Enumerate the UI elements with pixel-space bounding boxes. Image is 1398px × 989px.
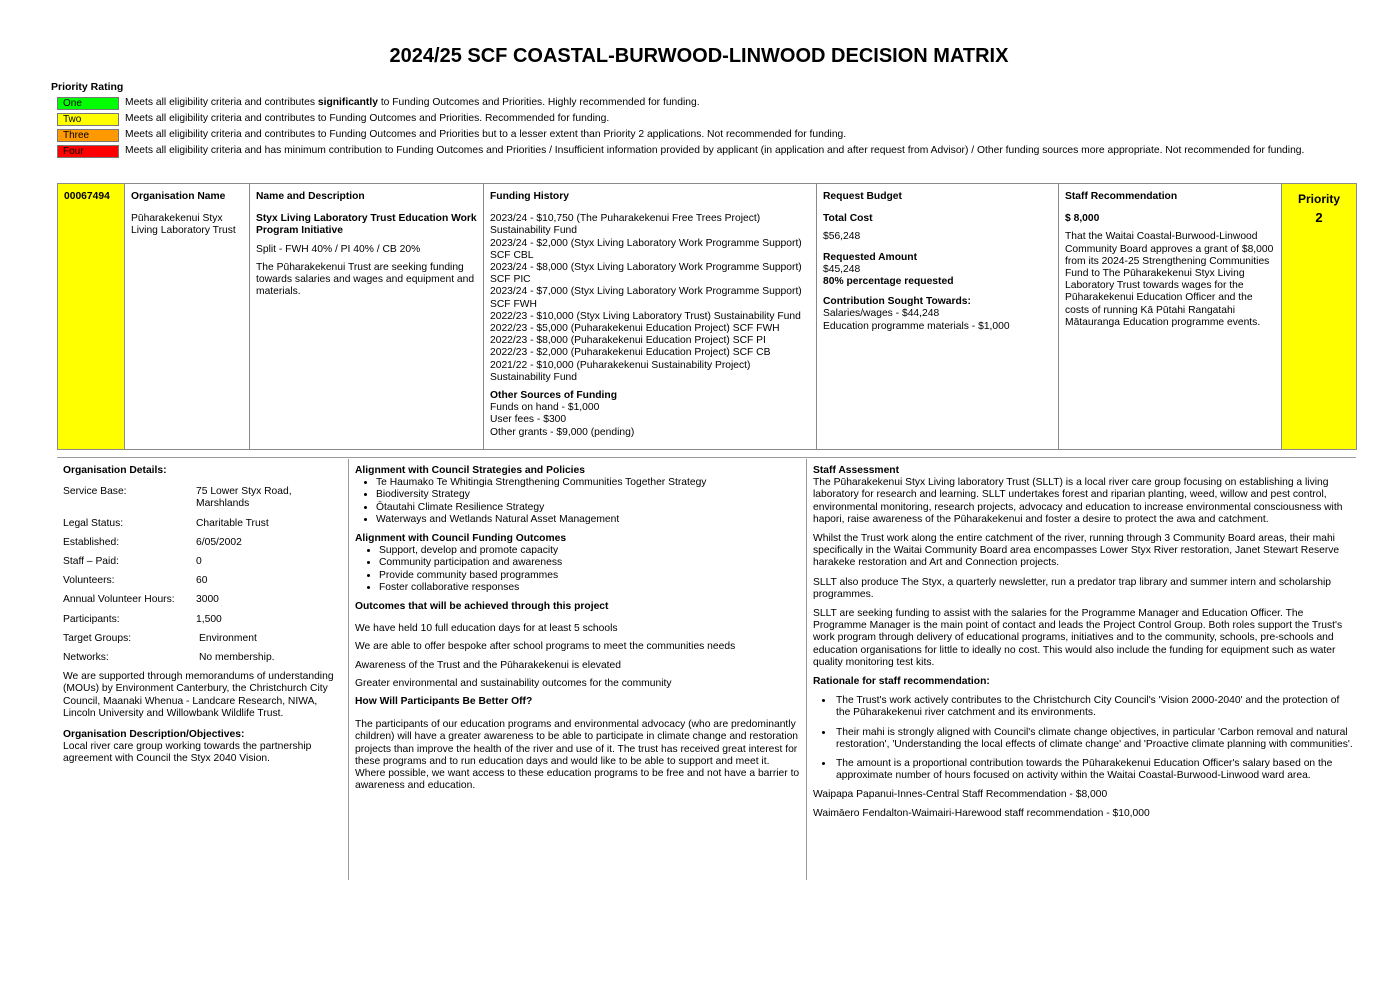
alignment-section <box>355 465 801 792</box>
objectives-text: Local river care group working towards the partnership agreement with Council the Styx 2040 Vision. <box>63 741 312 765</box>
priority-cell <box>1282 184 1357 450</box>
detail-row: Established: 6/05/2002 <box>63 536 242 548</box>
percentage-requested: 80% percentage requested <box>823 276 954 288</box>
request-budget-header: Request Budget <box>823 191 902 202</box>
detail-row: Target Groups: Environment <box>63 632 257 644</box>
contribution-item: Salaries/wages - $44,248 <box>823 308 940 320</box>
assessment-paragraph: The Pūharakekenui Styx Living laboratory Trust (SLLT) is a local river care group focusing on establishing a living laboratory for research and learning. SLLT undertakes forest and riparian planting, weed, willow and pest control, environmental monitoring, research projects, advocacy and education to increase environmental consciousness with hapori, raise awareness of the Pūharakekenui and foster a desire to protect the awa and catchment. <box>813 477 1343 525</box>
list-item: • The amount is a proportional contribution towards the Pūharakekenui Education Officer's salary based on the approximate number of hours focused on activity within the Waitai Coastal-Burwood-Linwood ward area. <box>834 758 1353 782</box>
staff-amount: $ 8,000 <box>1065 213 1100 225</box>
total-cost-label: Total Cost <box>823 213 873 225</box>
project-outcome: We are able to offer bespoke after school programs to meet the communities needs <box>355 641 736 653</box>
org-name-cell <box>125 184 250 450</box>
contribution-item: Education programme materials - $1,000 <box>823 320 1010 332</box>
org-name-header: Organisation Name <box>131 191 226 202</box>
objectives-header: Organisation Description/Objectives: <box>63 729 245 741</box>
org-name: Pūharakekenui Styx Living Laboratory Trust <box>131 213 236 237</box>
strategies-header: Alignment with Council Strategies and Policies <box>355 465 586 476</box>
project-outcome: We have held 10 full education days for at least 5 schools <box>355 623 618 635</box>
funding-history-cell <box>484 184 817 450</box>
other-source-item: Other grants - $9,000 (pending) <box>490 426 635 438</box>
staff-recommendation-cell <box>1059 184 1282 450</box>
project-description: The Pūharakekenui Trust are seeking funding towards salaries and wages and equipment and materials. <box>256 261 475 298</box>
strategies-list <box>355 477 801 526</box>
list-item: • The Trust's work actively contributes to the Christchurch City Council's 'Vision 2000-2040' and the protection of the Pūharakekenui river catchment and its environments. <box>834 695 1353 719</box>
better-off-header: How Will Participants Be Better Off? <box>355 696 533 708</box>
description-header: Name and Description <box>256 191 365 202</box>
detail-row: Participants: 1,500 <box>63 613 222 625</box>
project-outcomes-header: Outcomes that will be achieved through this project <box>355 601 609 613</box>
priority-legend <box>57 97 1327 161</box>
history-item: 2023/24 - $7,000 (Styx Living Laboratory Work Programme Support) SCF FWH <box>490 286 802 310</box>
legend-text: Meets all eligibility criteria and contributes significantly to Funding Outcomes and Priorities. Highly recommended for funding. <box>125 97 700 108</box>
assessment-paragraph: Whilst the Trust work along the entire catchment of the river, running through 3 Community Board areas, their mahi specifically in the Waitai Community Board area encompasses Lower Styx River restoration, Janet Stewart Reserve harakeke restoration and Art and Connection projects. <box>813 533 1340 569</box>
priority-swatch: Four <box>57 145 119 158</box>
application-id-cell <box>58 184 125 450</box>
list-item: • Their mahi is strongly aligned with Council's climate change objectives, in particular 'Carbon removal and natural restoration', 'Understanding the local effects of climate change' and 'Proactive climate planning with communities'. <box>834 727 1353 751</box>
history-item: 2022/23 - $10,000 (Styx Living Laboratory Trust) Sustainability Fund <box>490 310 801 322</box>
requested-amount: $45,248 <box>823 263 861 275</box>
org-details-section <box>63 465 343 766</box>
rationale-header: Rationale for staff recommendation: <box>813 676 990 688</box>
funding-split: Split - FWH 40% / PI 40% / CB 20% <box>256 243 421 255</box>
legend-row-four <box>57 145 1327 158</box>
legend-text: Meets all eligibility criteria and contributes to Funding Outcomes and Priorities but to a lesser extent than Priority 2 applications. Not recommended for funding. <box>125 129 847 140</box>
other-source-item: Funds on hand - $1,000 <box>490 402 600 414</box>
detail-row: Volunteers: 60 <box>63 575 208 587</box>
list-item: • Waterways and Wetlands Natural Asset Management <box>376 514 801 526</box>
assessment-paragraph: SLLT are seeking funding to assist with the salaries for the Programme Manager and Education Officer. The Programme Manager is the main point of contact and leads the Project Control Group. Both roles support the Trust's work program through delivery of educational programs, initiatives and to the community, schools, pre-schools and education organisations for little to ideally no cost. This would also include the funding for equipment such as water quality monitoring test kits. <box>813 608 1343 668</box>
total-cost: $56,248 <box>823 231 861 243</box>
outcomes-list <box>355 545 801 594</box>
section-divider <box>57 457 1356 458</box>
priority-rating-label: Priority Rating <box>51 81 124 93</box>
other-recommendation: Waimāero Fendalton-Waimairi-Harewood staff recommendation - $10,000 <box>813 807 1150 819</box>
detail-row: Networks: No membership. <box>63 652 275 664</box>
priority-value: 2 <box>1315 210 1323 225</box>
list-item: • Te Haumako Te Whitingia Strengthening Communities Together Strategy <box>376 477 801 489</box>
project-outcome: Awareness of the Trust and the Pūharakekenui is elevated <box>355 659 621 671</box>
priority-swatch: One <box>57 97 119 110</box>
column-divider <box>348 459 349 880</box>
history-item: 2022/23 - $8,000 (Puharakekenui Education Project) SCF PI <box>490 335 766 347</box>
other-sources-header: Other Sources of Funding <box>490 390 617 402</box>
rationale-list <box>813 695 1353 782</box>
project-name: Styx Living Laboratory Trust Education Work Program Initiative <box>256 213 477 237</box>
mou-text: We are supported through memorandums of understanding (MOUs) by Environment Canterbury, the Christchurch City Council, Maanaki Whenua - Landcare Research, NIWA, Lincoln University and Willowbank Wildlife Trust. <box>63 671 334 719</box>
org-details-header: Organisation Details: <box>63 465 167 476</box>
legend-text: Meets all eligibility criteria and contributes to Funding Outcomes and Priorities. Recommended for funding. <box>125 113 610 124</box>
assessment-section <box>813 465 1353 820</box>
detail-row: Legal Status: Charitable Trust <box>63 517 269 529</box>
detail-row: Service Base: 75 Lower Styx Road, Marshlands <box>63 486 292 510</box>
outcomes-header: Alignment with Council Funding Outcomes <box>355 533 567 545</box>
priority-swatch: Three <box>57 129 119 142</box>
page-title: 2024/25 SCF COASTAL-BURWOOD-LINWOOD DECISION MATRIX <box>389 45 1009 67</box>
other-source-item: User fees - $300 <box>490 414 567 426</box>
history-item: 2021/22 - $10,000 (Puharakekenui Sustainability Project) Sustainability Fund <box>490 359 751 383</box>
list-item: • Support, develop and promote capacity <box>379 545 801 557</box>
staff-recommendation-header: Staff Recommendation <box>1065 191 1178 202</box>
history-item: 2022/23 - $5,000 (Puharakekenui Education Project) SCF FWH <box>490 323 780 335</box>
application-id: 00067494 <box>64 191 110 202</box>
history-item: 2022/23 - $2,000 (Puharakekenui Education Project) SCF CB <box>490 347 771 359</box>
application-matrix <box>57 183 1357 450</box>
list-item: • Provide community based programmes <box>379 570 801 582</box>
list-item: • Community participation and awareness <box>379 557 801 569</box>
detail-row: Annual Volunteer Hours: 3000 <box>63 594 219 606</box>
list-item: • Foster collaborative responses <box>379 582 801 594</box>
legend-text: Meets all eligibility criteria and has minimum contribution to Funding Outcomes and Priorities / Insufficient information provided by applicant (in application and after request from Advisor) / Other funding sources more appropriate. Not recommended for funding. <box>125 145 1305 156</box>
funding-history-header: Funding History <box>490 191 569 202</box>
history-item: 2023/24 - $8,000 (Styx Living Laboratory Work Programme Support) SCF PIC <box>490 262 802 286</box>
history-item: 2023/24 - $2,000 (Styx Living Laboratory Work Programme Support) SCF CBL <box>490 237 802 261</box>
column-divider <box>806 459 807 880</box>
better-off-text: The participants of our education programs and environmental advocacy (who are predominantly children) will have a greater awareness to be able to participate in climate change and restoration projects than improve the health of the river and use of it. The trust has received great interest for these programs and to run education days and would like to be able to support and meet it. Where possible, we want access to these education programs to be free and not have a barrier to awareness and education. <box>355 719 800 792</box>
requested-amount-label: Requested Amount <box>823 251 918 263</box>
list-item: • Ōtautahi Climate Resilience Strategy <box>376 502 801 514</box>
contribution-label: Contribution Sought Towards: <box>823 296 971 308</box>
staff-recommendation-text: That the Waitai Coastal-Burwood-Linwood Community Board approves a grant of $8,000 from its 2024-25 Strengthening Communities Fund to The Pūharakekenui Styx Living Laboratory Trust towards wages for the Pūharakekenui Education Officer and the costs of running Kā Pūtahi Rangatahi Mātauranga Education programme events. <box>1065 231 1274 328</box>
priority-swatch: Two <box>57 113 119 126</box>
priority-label: Priority <box>1297 192 1340 206</box>
list-item: • Biodiversity Strategy <box>376 489 801 501</box>
history-item: 2023/24 - $10,750 (The Puharakekenui Free Trees Project) Sustainability Fund <box>490 213 761 237</box>
legend-row-one <box>57 97 1327 110</box>
other-recommendation: Waipapa Papanui-Innes-Central Staff Recommendation - $8,000 <box>813 789 1108 801</box>
description-cell <box>250 184 484 450</box>
legend-row-three <box>57 129 1327 142</box>
request-budget-cell <box>817 184 1059 450</box>
project-outcome: Greater environmental and sustainability outcomes for the community <box>355 677 672 689</box>
legend-row-two <box>57 113 1327 126</box>
detail-row: Staff – Paid: 0 <box>63 556 202 568</box>
assessment-paragraph: SLLT also produce The Styx, a quarterly newsletter, run a predator trap library and summer intern and scholarship programmes. <box>813 576 1331 600</box>
assessment-header: Staff Assessment <box>813 465 900 476</box>
